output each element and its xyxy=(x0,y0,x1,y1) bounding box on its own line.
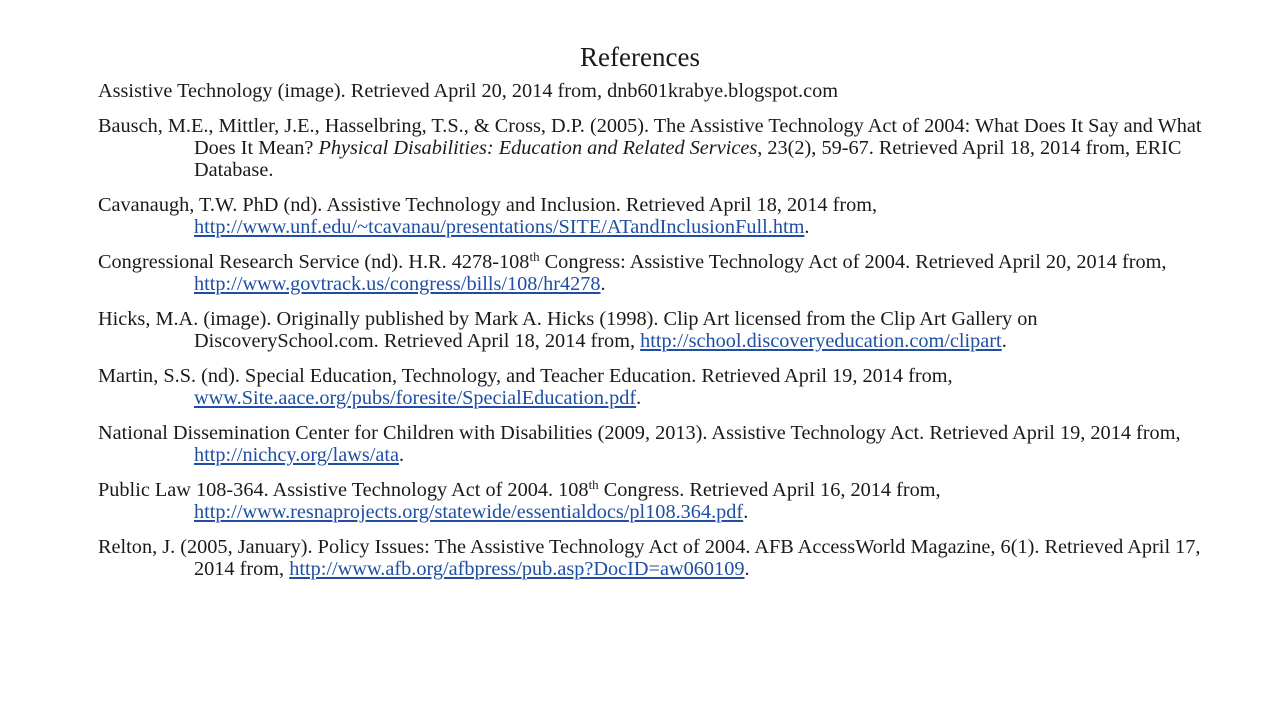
superscript: th xyxy=(588,477,599,492)
reference-text: . xyxy=(1001,330,1007,352)
reference-text: . xyxy=(743,501,749,523)
references-list xyxy=(98,80,1208,593)
superscript: th xyxy=(529,249,540,264)
reference-item xyxy=(98,365,1208,409)
reference-link[interactable]: http://www.resnaprojects.org/statewide/essentialdocs/pl108.364.pdf xyxy=(194,501,744,523)
reference-text: Martin, S.S. (nd). Special Education, Technology, and Teacher Education. Retrieved April 19, 2014 from, xyxy=(98,365,953,387)
reference-item xyxy=(98,251,1208,295)
reference-text: . xyxy=(600,273,606,295)
reference-link[interactable]: www.Site.aace.org/pubs/foresite/SpecialEducation.pdf xyxy=(194,387,637,409)
reference-text: Congress: Assistive Technology Act of 2004. Retrieved April 20, 2014 from, xyxy=(539,251,1167,273)
page-title: References xyxy=(580,42,700,72)
reference-text: . xyxy=(804,216,810,238)
reference-link[interactable]: http://nichcy.org/laws/ata xyxy=(194,444,400,466)
reference-text: Cavanaugh, T.W. PhD (nd). Assistive Technology and Inclusion. Retrieved April 18, 2014 from, xyxy=(98,194,878,216)
journal-title: Physical Disabilities: Education and Related Services xyxy=(318,137,758,159)
reference-item xyxy=(98,115,1208,181)
reference-text: Congressional Research Service (nd). H.R. 4278-108 xyxy=(98,251,530,273)
reference-item xyxy=(98,422,1208,466)
reference-link[interactable]: http://www.afb.org/afbpress/pub.asp?DocID=aw060109 xyxy=(289,558,745,580)
reference-item xyxy=(98,536,1208,580)
reference-text: National Dissemination Center for Children with Disabilities (2009, 2013). Assistive Technology Act. Retrieved April 19, 2014 from, xyxy=(98,422,1181,444)
reference-item xyxy=(98,308,1208,352)
reference-text: . xyxy=(399,444,405,466)
reference-link[interactable]: http://school.discoveryeducation.com/clipart xyxy=(640,330,1002,352)
reference-text: Relton, J. (2005, January). Policy Issues: The Assistive Technology Act of 2004. AFB AccessWorld Magazine, 6(1). Retrieved April 17, 2014 from, xyxy=(98,536,1201,580)
reference-text: . xyxy=(636,387,642,409)
reference-text: Public Law 108-364. Assistive Technology Act of 2004. 108 xyxy=(98,479,589,501)
reference-text: , 23(2), 59-67. Retrieved April 18, 2014 from, ERIC Database. xyxy=(194,137,1182,181)
reference-link[interactable]: http://www.govtrack.us/congress/bills/108/hr4278 xyxy=(194,273,601,295)
reference-text: . xyxy=(744,558,750,580)
reference-link[interactable]: http://www.unf.edu/~tcavanau/presentations/SITE/ATandInclusionFull.htm xyxy=(194,216,805,238)
reference-text: Bausch, M.E., Mittler, J.E., Hasselbring, T.S., & Cross, D.P. (2005). The Assistive Technology Act of 2004: What Does It Say and What Does It Mean? xyxy=(98,115,1202,159)
reference-text: Assistive Technology (image). Retrieved April 20, 2014 from, dnb601krabye.blogspot.com xyxy=(98,80,839,102)
reference-text: Congress. Retrieved April 16, 2014 from, xyxy=(598,479,941,501)
reference-item xyxy=(98,194,1208,238)
reference-item xyxy=(98,479,1208,523)
reference-text: Hicks, M.A. (image). Originally published by Mark A. Hicks (1998). Clip Art licensed from the Clip Art Gallery on DiscoverySchool.com. Retrieved April 18, 2014 from, xyxy=(98,308,1038,352)
reference-item xyxy=(98,80,1208,102)
